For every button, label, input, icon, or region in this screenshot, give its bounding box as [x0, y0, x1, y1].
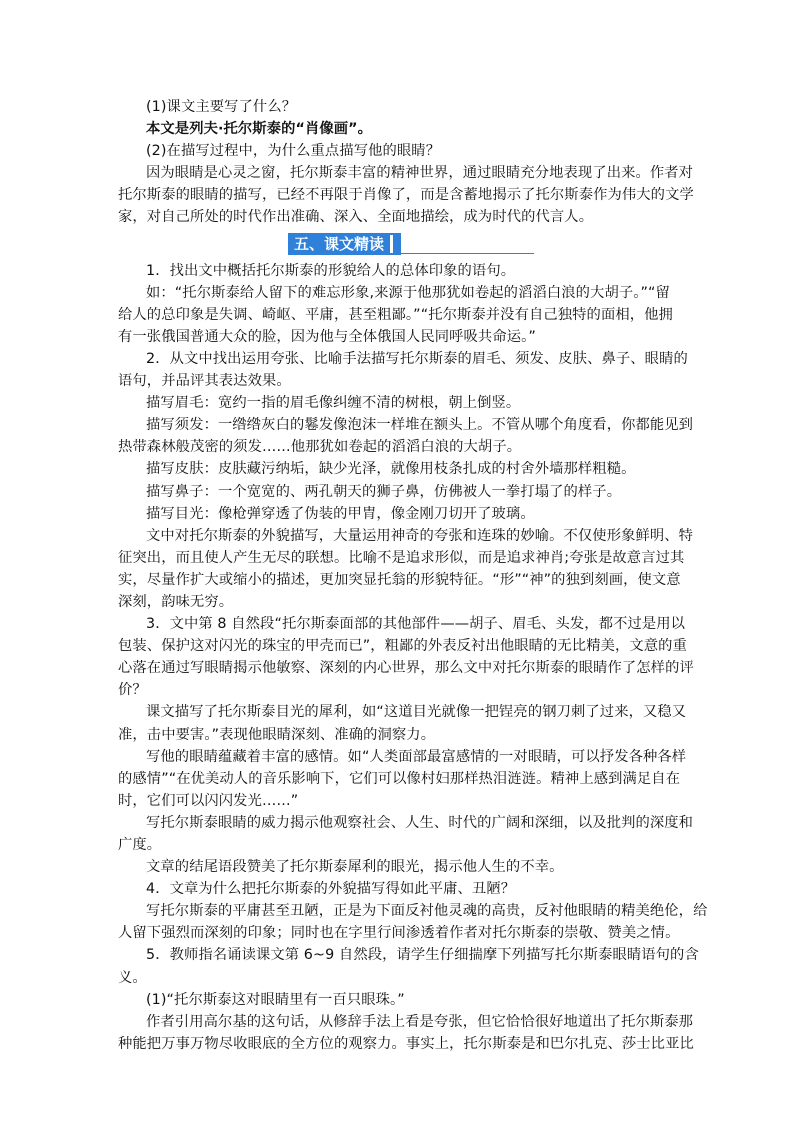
body-line: 热带森林般茂密的须发……他那犹如卷起的滔滔白浪的大胡子。: [118, 439, 522, 456]
section-heading-box: [288, 233, 401, 255]
body-line: 课文描写了托尔斯泰目光的犀利，如“这道目光就像一把锃亮的钢刀刺了过来，又稳又: [146, 704, 687, 721]
heading-bar-icon: [390, 235, 393, 253]
body-line: 写托尔斯泰眼睛的威力揭示他观察社会、人生、时代的广阔和深细，以及批判的深度和: [146, 814, 694, 831]
body-line: 如：“托尔斯泰给人留下的难忘形象,来源于他那犹如卷起的滔滔白浪的大胡子。”“留: [146, 284, 670, 301]
body-line: 写他的眼睛蕴藏着丰富的感情。如“人类面部最富感情的一对眼睛，可以抒发各种各样: [146, 748, 687, 765]
document-page: [118, 96, 708, 1055]
body-line: 1．找出文中概括托尔斯泰的形貌给人的总体印象的语句。: [146, 262, 516, 279]
question-1: (1)课文主要写了什么？: [146, 99, 297, 115]
body-line: 描写眉毛：宽约一指的眉毛像纠缠不清的树根，朝上倒竖。: [146, 395, 521, 412]
body-line: 实，尽量作扩大或缩小的描述，更加突显托翁的形貌特征。“形”“神”的独到刻画，使文意: [118, 571, 681, 588]
body-line: 有一张俄国普通大众的脸，因为他与全体俄国人民同呼吸共命运。”: [118, 328, 536, 345]
body-line: 描写鼻子：一个宽宽的、两孔朝天的狮子鼻，仿佛被人一拳打塌了的样子。: [146, 483, 622, 500]
body-line: 3．文中第 8 自然段“托尔斯泰面部的其他部件——胡子、眉毛、头发，都不过是用以: [146, 616, 686, 633]
body-line: (1)“托尔斯泰这对眼睛里有一百只眼珠。”: [146, 991, 405, 1008]
body-line: 描写目光：像枪弹穿透了伪装的甲胄，像金刚刀切开了玻璃。: [146, 505, 535, 522]
body-line: 价？: [118, 682, 147, 699]
answer-2-line: 因为眼睛是心灵之窗，托尔斯泰丰富的精神世界，通过眼睛充分地表现了出来。作者对: [146, 165, 694, 182]
body-line: 种能把万事万物尽收眼底的全方位的观察力。事实上，托尔斯泰是和巴尔扎克、莎士比亚比: [118, 1035, 694, 1052]
body-line: 广度。: [118, 837, 162, 853]
body-line: 义。: [118, 969, 147, 986]
heading-underline: [398, 253, 534, 255]
body-line: 准，击中要害。”表现他眼睛深刻、准确的洞察力。: [118, 726, 436, 743]
question-2: (2)在描写过程中，为什么重点描写他的眼睛？: [146, 143, 441, 160]
section-heading-title: 五、课文精读: [294, 234, 385, 253]
answer-1: 本文是列夫·托尔斯泰的“肖像画”。: [146, 121, 373, 138]
body-line: 写托尔斯泰的平庸甚至丑陋，正是为下面反衬他灵魂的高贵，反衬他眼睛的精美绝伦，给: [146, 903, 708, 920]
body-line: 语句，并品评其表达效果。: [118, 373, 291, 390]
body-line: 4．文章为什么把托尔斯泰的外貌描写得如此平庸、丑陋？: [146, 881, 516, 898]
body-line: 文章的结尾语段赞美了托尔斯泰犀利的眼光，揭示他人生的不幸。: [146, 859, 564, 876]
section-heading: [118, 231, 678, 259]
body-line: 心落在通过写眼睛揭示他敏察、深刻的内心世界，那么文中对托尔斯泰的眼睛作了怎样的评: [118, 660, 694, 677]
body-line: 给人的总印象是失调、崎岖、平庸，甚至粗鄙。”“托尔斯泰并没有自己独特的面相，他拥: [118, 306, 673, 323]
body-line: 作者引用高尔基的这句话，从修辞手法上看是夸张，但它恰恰很好地道出了托尔斯泰那: [146, 1013, 694, 1030]
body-line: 描写须发：一绺绺灰白的鬈发像泡沫一样堆在额头上。不管从哪个角度看，你都能见到: [146, 417, 694, 434]
body-line: 文中对托尔斯泰的外貌描写，大量运用神奇的夸张和连珠的妙喻。不仅使形象鲜明、特: [146, 527, 694, 544]
body-line: 征突出，而且使人产生无尽的联想。比喻不是追求形似，而是追求神肖;夸张是故意言过其: [118, 549, 685, 566]
body-line: 人留下强烈而深刻的印象；同时也在字里行间渗透着作者对托尔斯泰的崇敬、赞美之情。: [118, 925, 680, 942]
answer-2-line: 家，对自己所处的时代作出准确、深入、全面地描绘，成为时代的代言人。: [118, 209, 594, 226]
body-line: 深刻，韵味无穷。: [118, 593, 234, 610]
body-line: 的感情”“在优美动人的音乐影响下，它们可以像村妇那样热泪涟涟。精神上感到满足自在: [118, 770, 681, 787]
body-line: 5．教师指名诵读课文第 6~9 自然段，请学生仔细揣摩下列描写托尔斯泰眼睛语句的含: [146, 947, 699, 964]
answer-2-line: 托尔斯泰的眼睛的描写，已经不再限于肖像了，而是含蓄地揭示了托尔斯泰作为伟大的文学: [118, 187, 694, 204]
body-line: 时，它们可以闪闪发光……”: [118, 792, 299, 809]
body-line: 2．从文中找出运用夸张、比喻手法描写托尔斯泰的眉毛、须发、皮肤、鼻子、眼睛的: [146, 350, 688, 367]
body-line: 描写皮肤：皮肤藏污纳垢，缺少光泽，就像用枝条扎成的村舍外墙那样粗糙。: [146, 461, 636, 478]
body-line: 包装、保护这对闪光的珠宝的甲壳而已”，粗鄙的外表反衬出他眼睛的无比精美，文意的重: [118, 638, 687, 655]
